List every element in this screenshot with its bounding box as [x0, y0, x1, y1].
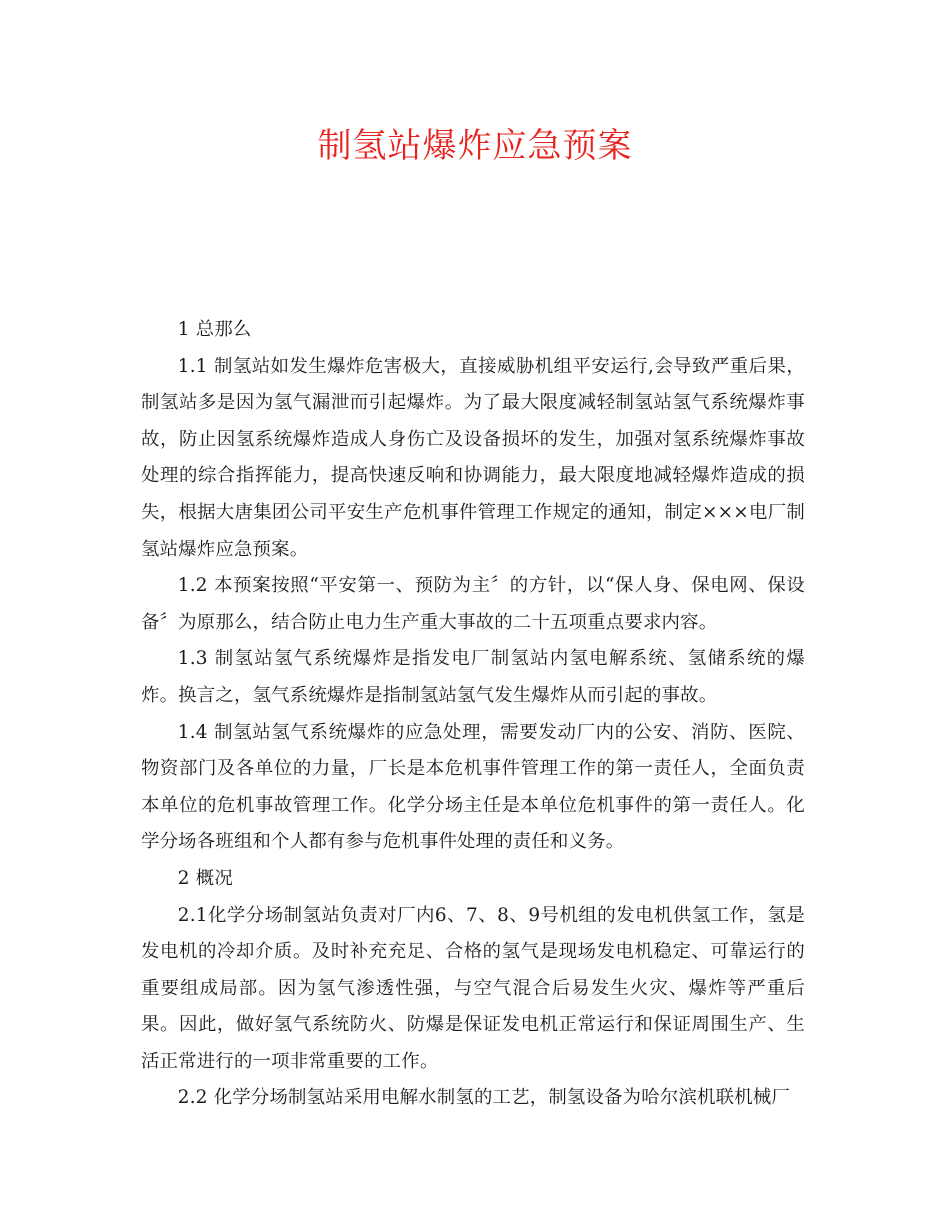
paragraph-1-4: 1.4 制氢站氢气系统爆炸的应急处理，需要发动厂内的公安、消防、医院、物资部门及各单位的力量，厂长是本危机事件管理工作的第一责任人，全面负责本单位的危机事故管理工作。化学分场主任是本单位危机事件的第一责任人。化学分场各班组和个人都有参与危机事件处理的责任和义务。: [141, 721, 805, 853]
document-title: 制氢站爆炸应急预案: [317, 126, 633, 166]
paragraph-1-3: 1.3 制氢站氢气系统爆炸是指发电厂制氢站内氢电解系统、氢储系统的爆炸。换言之，氢气系统爆炸是指制氢站氢气发生爆炸从而引起的事故。: [141, 648, 805, 706]
paragraph-1-1: 1.1 制氢站如发生爆炸危害极大，直接威胁机组平安运行,会导致严重后果，制氢站多是因为氢气漏泄而引起爆炸。为了最大限度减轻制氢站氢气系统爆炸事故，防止因氢系统爆炸造成人身伤亡及设备损坏的发生，加强对氢系统爆炸事故处理的综合指挥能力，提高快速反响和协调能力，最大限度地减轻爆炸造成的损失，根据大唐集团公司平安生产危机事件管理工作规定的通知，制定×××电厂制氢站爆炸应急预案。: [141, 355, 805, 560]
paragraph-2-1: 2.1化学分场制氢站负责对厂内6、7、8、9号机组的发电机供氢工作，氢是发电机的冷却介质。及时补充充足、合格的氢气是现场发电机稳定、可靠运行的重要组成局部。因为氢气渗透性强，与空气混合后易发生火灾、爆炸等严重后果。因此，做好氢气系统防火、防爆是保证发电机正常运行和保证周围生产、生活正常进行的一项非常重要的工作。: [141, 904, 805, 1072]
paragraph-1-2: 1.2 本预案按照“平安第一、预防为主〞的方针，以“保人身、保电网、保设备〞为原那么，结合防止电力生产重大事故的二十五项重点要求内容。: [141, 575, 805, 633]
section-heading-2: 2 概况: [177, 867, 233, 889]
paragraph-2-2: 2.2 化学分场制氢站采用电解水制氢的工艺，制氢设备为哈尔滨机联机械厂: [177, 1087, 791, 1109]
document-body: [141, 312, 805, 1117]
section-heading-1: 1 总那么: [177, 319, 252, 340]
